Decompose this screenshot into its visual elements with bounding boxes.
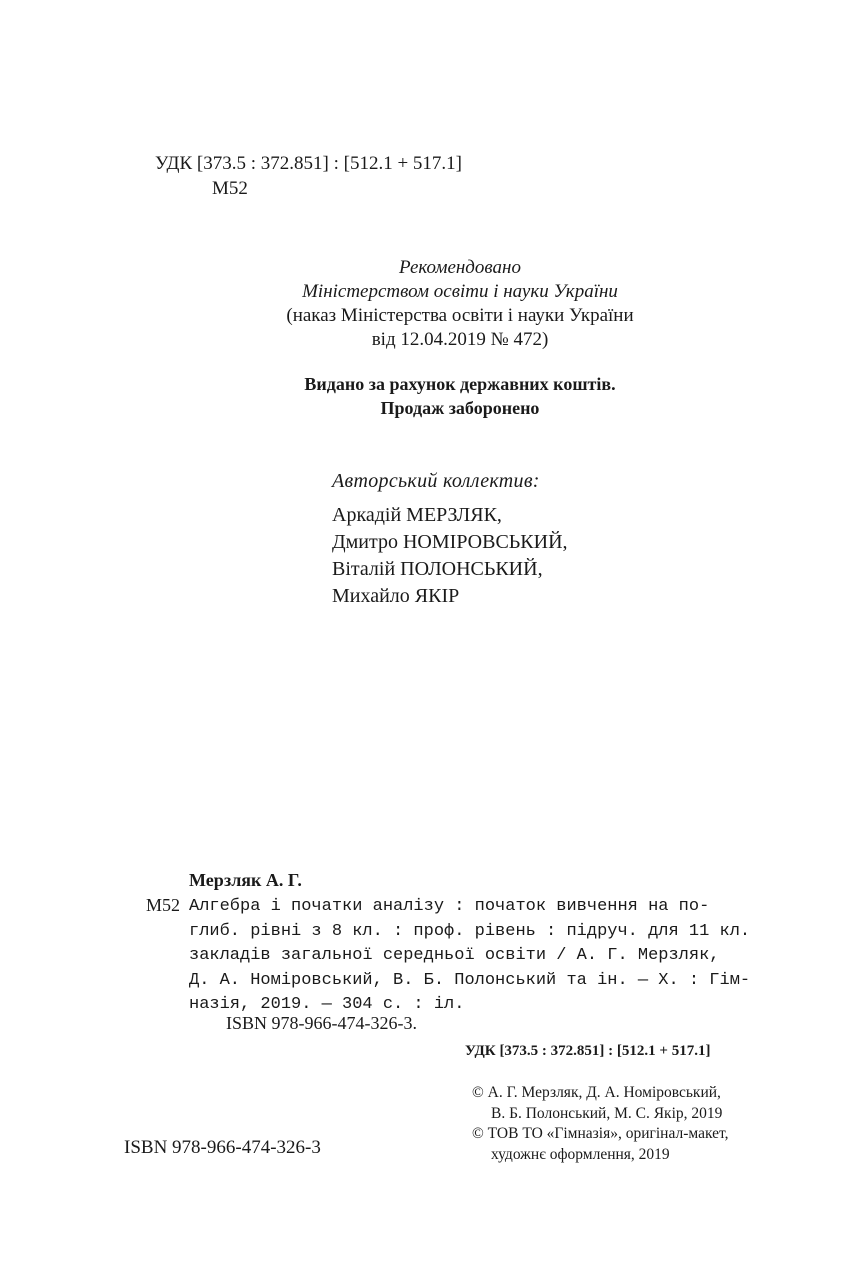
bibliography-line: глиб. рівні з 8 кл. : проф. рівень : підруч. для 11 кл. [189, 921, 751, 941]
isbn: ISBN 978-966-474-326-3 [124, 1137, 321, 1158]
bibliography-isbn: ISBN 978-966-474-326-3. [226, 1013, 417, 1033]
recommendation-line-4: від 12.04.2019 № 472) [371, 329, 549, 350]
bibliography-code: М52 [146, 895, 181, 915]
bibliography-line: Д. А. Номіровський, В. Б. Полонський та ін. — Х. : Гім- [189, 970, 751, 990]
copyright-line-3: © ТОВ ТО «Гімназія», оригінал-макет, [472, 1125, 729, 1142]
notice-line-2: Продаж заборонено [380, 398, 540, 418]
authors-title: Авторський коллектив: [332, 470, 540, 492]
author-name: Аркадій МЕРЗЛЯК, [332, 504, 502, 526]
bibliography-line: Алгебра і початки аналізу : початок вивчення на по- [189, 897, 710, 916]
copyright-line-1: © А. Г. Мерзляк, Д. А. Номіровський, [472, 1084, 721, 1101]
author-name: Михайло ЯКІР [332, 585, 460, 607]
authors-list [332, 502, 568, 610]
author-name: Дмитро НОМІРОВСЬКИЙ, [332, 531, 568, 553]
bibliography-line: назія, 2019. — 304 с. : іл. [189, 995, 465, 1014]
funding-notice [230, 372, 690, 420]
recommendation-line-1: Рекомендовано [399, 257, 521, 278]
recommendation-line-2: Міністерством освіти і науки України [302, 281, 618, 302]
bibliography-udk: УДК [373.5 : 372.851] : [512.1 + 517.1] [465, 1043, 711, 1059]
udk-header: УДК [373.5 : 372.851] : [512.1 + 517.1] [155, 153, 462, 174]
copyright-line-4: художнє оформлення, 2019 [491, 1145, 670, 1163]
author-code-header: М52 [212, 178, 248, 199]
recommendation-block [230, 256, 690, 352]
author-name: Віталій ПОЛОНСЬКИЙ, [332, 558, 543, 580]
notice-line-1: Видано за рахунок державних коштів. [304, 374, 616, 394]
copyright-line-2: В. Б. Полонський, М. С. Якір, 2019 [491, 1104, 723, 1122]
copyright-block [472, 1083, 728, 1165]
bibliography-author: Мерзляк А. Г. [189, 870, 302, 890]
bibliography-description [189, 895, 757, 1018]
recommendation-line-3: (наказ Міністерства освіти і науки України [286, 305, 634, 326]
bibliography-line: закладів загальної середньої освіти / А. Г. Мерзляк, [189, 946, 720, 965]
